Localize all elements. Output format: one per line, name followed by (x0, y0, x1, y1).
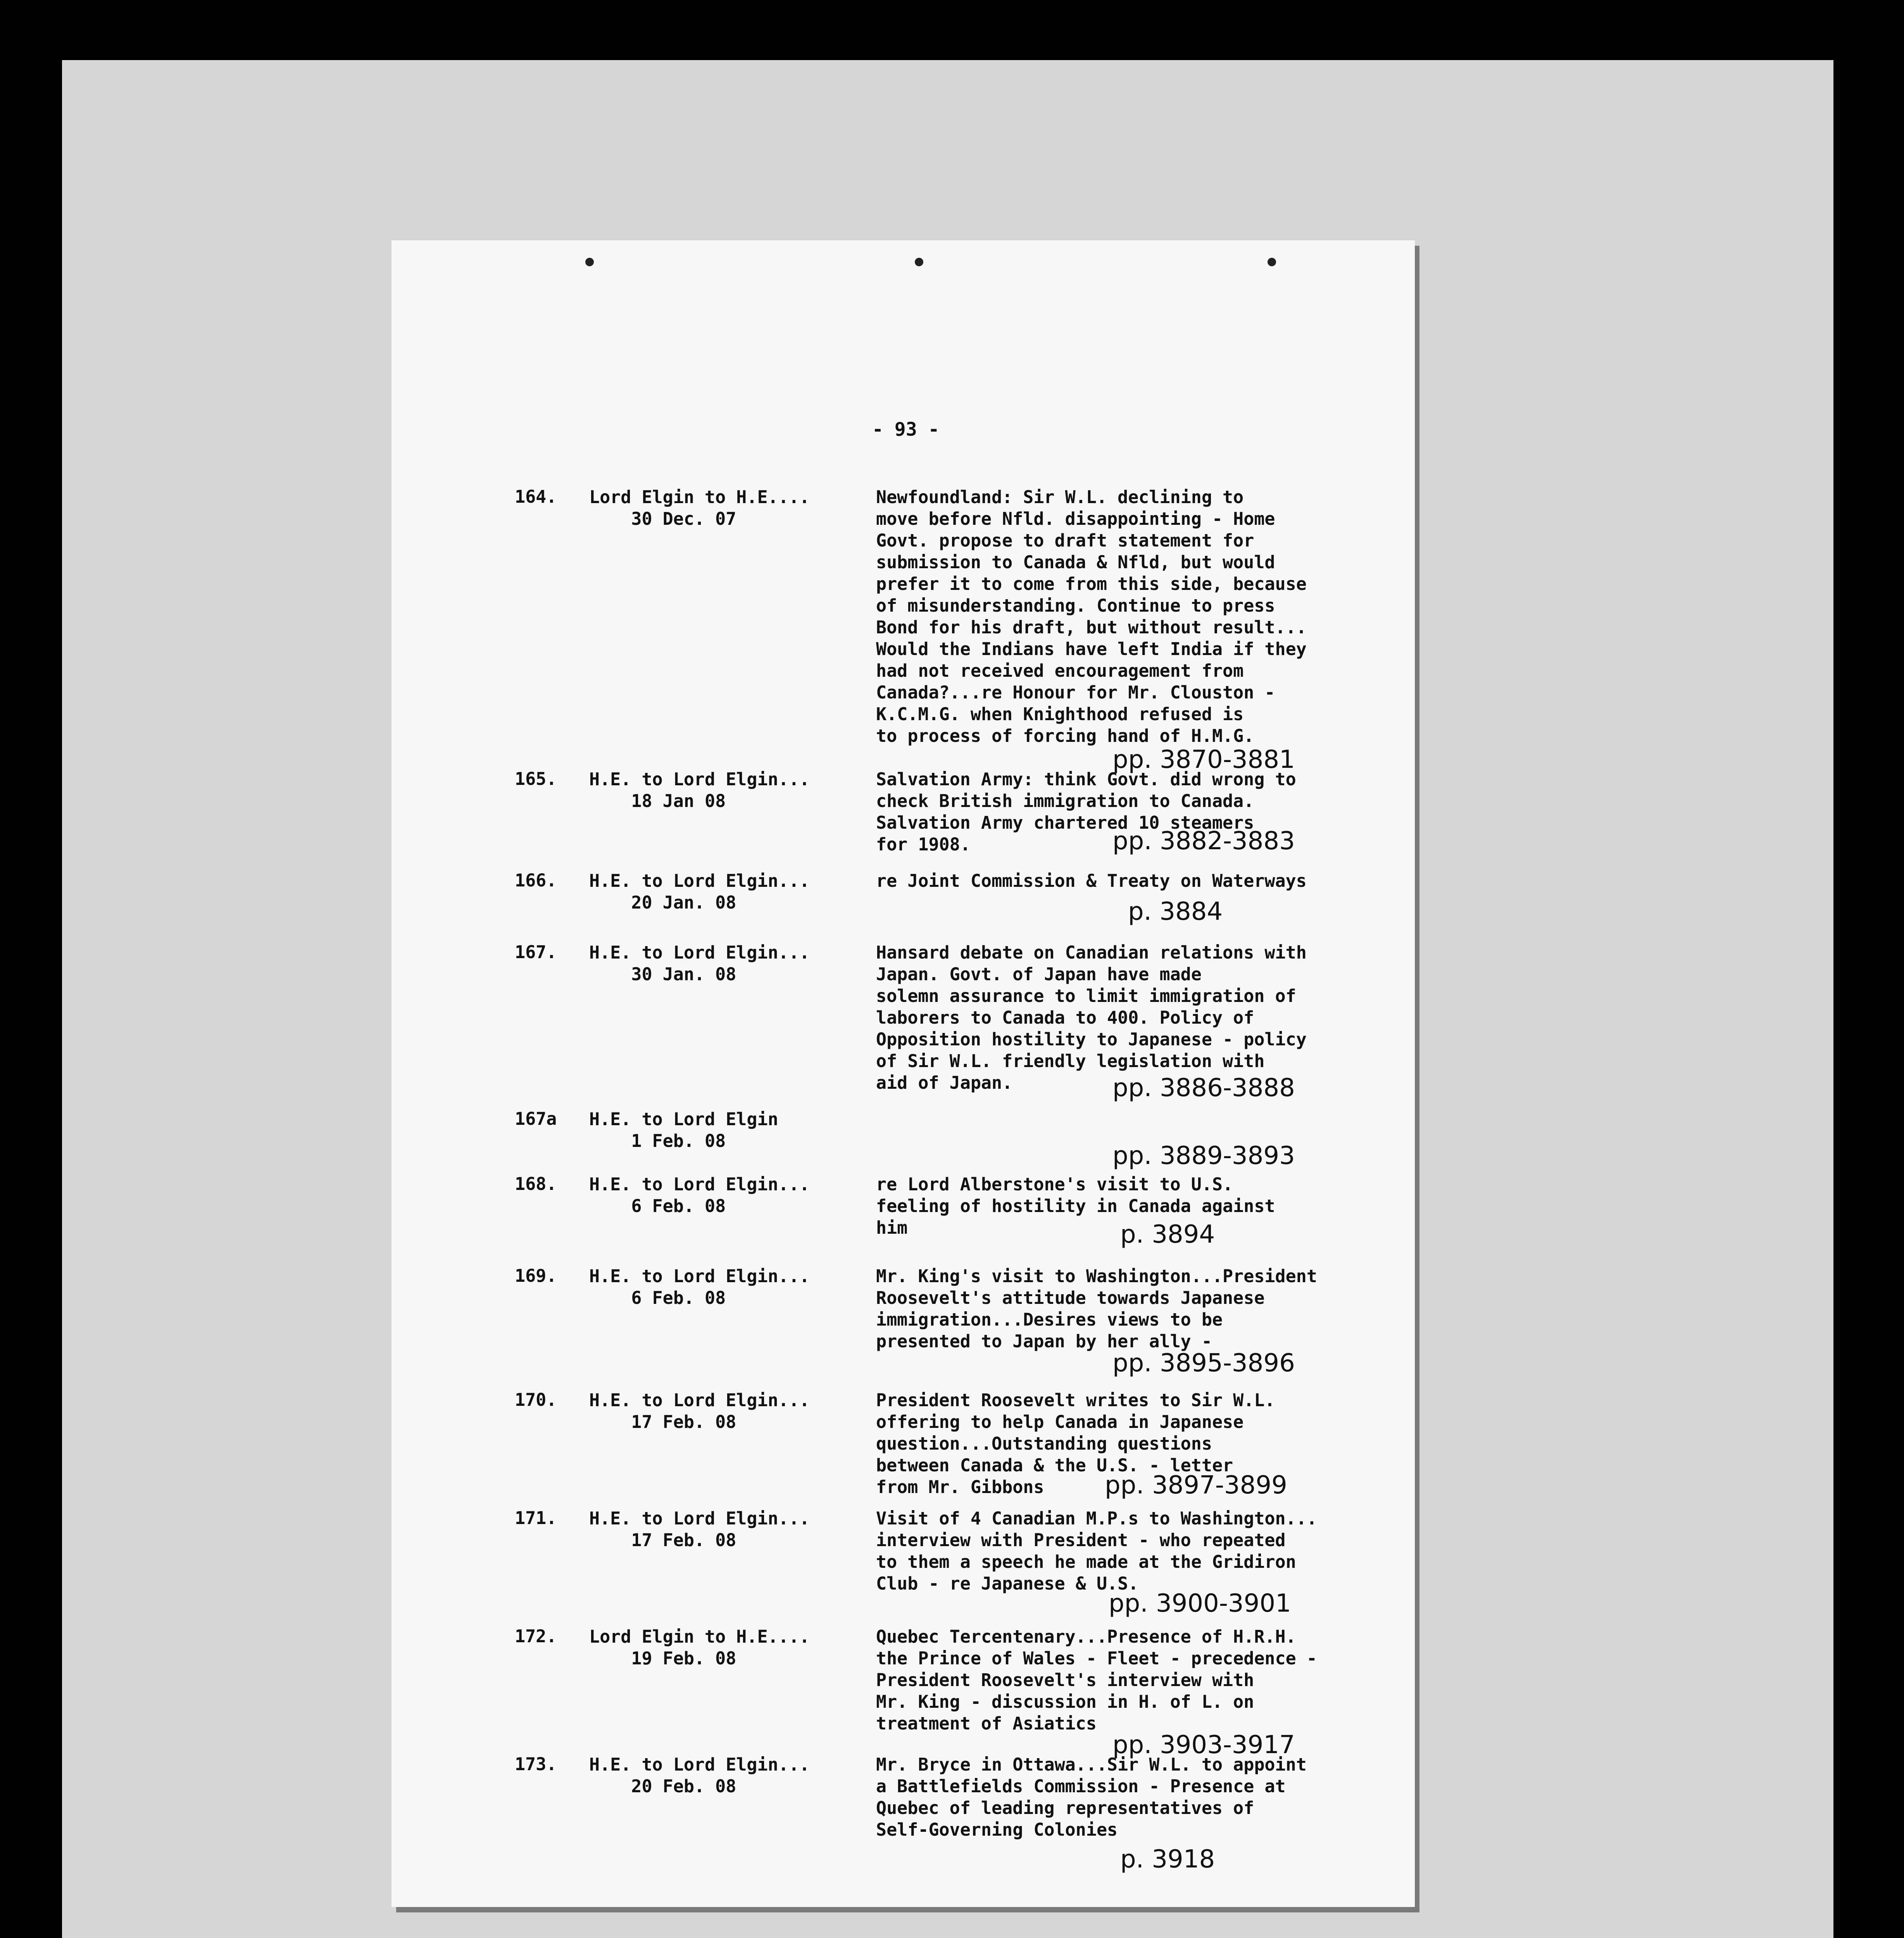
entry-correspondents: Lord Elgin to H.E.... 19 Feb. 08 (589, 1626, 810, 1669)
page-reference: pp. 3870-3881 (1112, 745, 1295, 774)
entry-summary: Newfoundland: Sir W.L. declining to move before Nfld. disappointing - Home Govt. propose to draft statement for submission to Canada & Nfld, but would prefer it to come from this side, because of misunderstanding. Continue to press Bond for his draft, but without result... Would the Indians have left India if they had not received encouragement from Canada?...re Honour for Mr. Clouston - K.C.M.G. when Knighthood refused is to process of forcing hand of H.M.G. (876, 487, 1307, 746)
entry-number: 169. (515, 1266, 557, 1286)
pin-hole-icon (585, 258, 594, 266)
entry-summary: Salvation Army: think Govt. did wrong to check British immigration to Canada. Salvation Army chartered 10 steamers for 1908. (876, 769, 1296, 855)
entry-number: 167a (515, 1109, 557, 1129)
page-reference: p. 3918 (1120, 1845, 1215, 1874)
page-reference: pp. 3886-3888 (1112, 1074, 1295, 1102)
entry-summary: President Roosevelt writes to Sir W.L. offering to help Canada in Japanese question...Outstanding questions between Canada & the U.S. - letter from Mr. Gibbons (876, 1390, 1275, 1497)
entry-number: 164. (515, 486, 557, 507)
entry-correspondents: H.E. to Lord Elgin... 17 Feb. 08 (589, 1390, 810, 1432)
entry-correspondents: Lord Elgin to H.E.... 30 Dec. 07 (589, 487, 810, 529)
document-page (391, 240, 1415, 1907)
page-reference: p. 3894 (1120, 1220, 1215, 1249)
page-reference: pp. 3897-3899 (1105, 1471, 1287, 1500)
entry-correspondents: H.E. to Lord Elgin... 6 Feb. 08 (589, 1266, 810, 1308)
entry-number: 168. (515, 1174, 557, 1194)
entry-summary: Mr. King's visit to Washington...President Roosevelt's attitude towards Japanese immigration...Desires views to be presented to Japan by her ally - (876, 1266, 1317, 1352)
entry-correspondents: H.E. to Lord Elgin 1 Feb. 08 (589, 1109, 778, 1151)
entry-number: 166. (515, 870, 557, 891)
page-reference: pp. 3889-3893 (1112, 1141, 1295, 1170)
entry-correspondents: H.E. to Lord Elgin... 6 Feb. 08 (589, 1174, 810, 1216)
entry-number: 172. (515, 1626, 557, 1647)
entry-correspondents: H.E. to Lord Elgin... 30 Jan. 08 (589, 942, 810, 985)
page-reference: p. 3884 (1128, 897, 1223, 926)
entry-summary: Visit of 4 Canadian M.P.s to Washington... interview with President - who repeated to them a speech he made at the Gridiron Club - re Japanese & U.S. (876, 1508, 1317, 1594)
page-reference: pp. 3882-3883 (1112, 827, 1295, 855)
entry-correspondents: H.E. to Lord Elgin... 20 Feb. 08 (589, 1754, 810, 1797)
entry-number: 173. (515, 1754, 557, 1774)
entry-correspondents: H.E. to Lord Elgin... 18 Jan 08 (589, 769, 810, 811)
entry-number: 171. (515, 1508, 557, 1528)
entry-summary: re Joint Commission & Treaty on Waterways (876, 871, 1307, 891)
pin-hole-icon (915, 258, 923, 266)
entry-summary: re Lord Alberstone's visit to U.S. feeling of hostility in Canada against him (876, 1174, 1275, 1238)
entry-number: 165. (515, 769, 557, 789)
page-reference: pp. 3903-3917 (1112, 1731, 1295, 1759)
page-reference: pp. 3900-3901 (1109, 1589, 1291, 1618)
entry-summary: Mr. Bryce in Ottawa...Sir W.L. to appoint a Battlefields Commission - Presence at Quebec of leading representatives of Self-Governing Colonies (876, 1754, 1307, 1840)
entry-summary: Quebec Tercentenary...Presence of H.R.H. the Prince of Wales - Fleet - precedence - President Roosevelt's interview with Mr. King - discussion in H. of L. on treatment of Asiatics (876, 1626, 1317, 1734)
pin-hole-icon (1268, 258, 1276, 266)
entry-number: 170. (515, 1390, 557, 1410)
page-number: - 93 - (872, 419, 940, 440)
entry-number: 167. (515, 942, 557, 962)
entry-summary: Hansard debate on Canadian relations with Japan. Govt. of Japan have made solemn assurance to limit immigration of laborers to Canada to 400. Policy of Opposition hostility to Japanese - policy of Sir W.L. friendly legislation with aid of Japan. (876, 942, 1307, 1093)
page-reference: pp. 3895-3896 (1112, 1349, 1295, 1378)
entry-correspondents: H.E. to Lord Elgin... 17 Feb. 08 (589, 1508, 810, 1550)
entry-correspondents: H.E. to Lord Elgin... 20 Jan. 08 (589, 871, 810, 913)
